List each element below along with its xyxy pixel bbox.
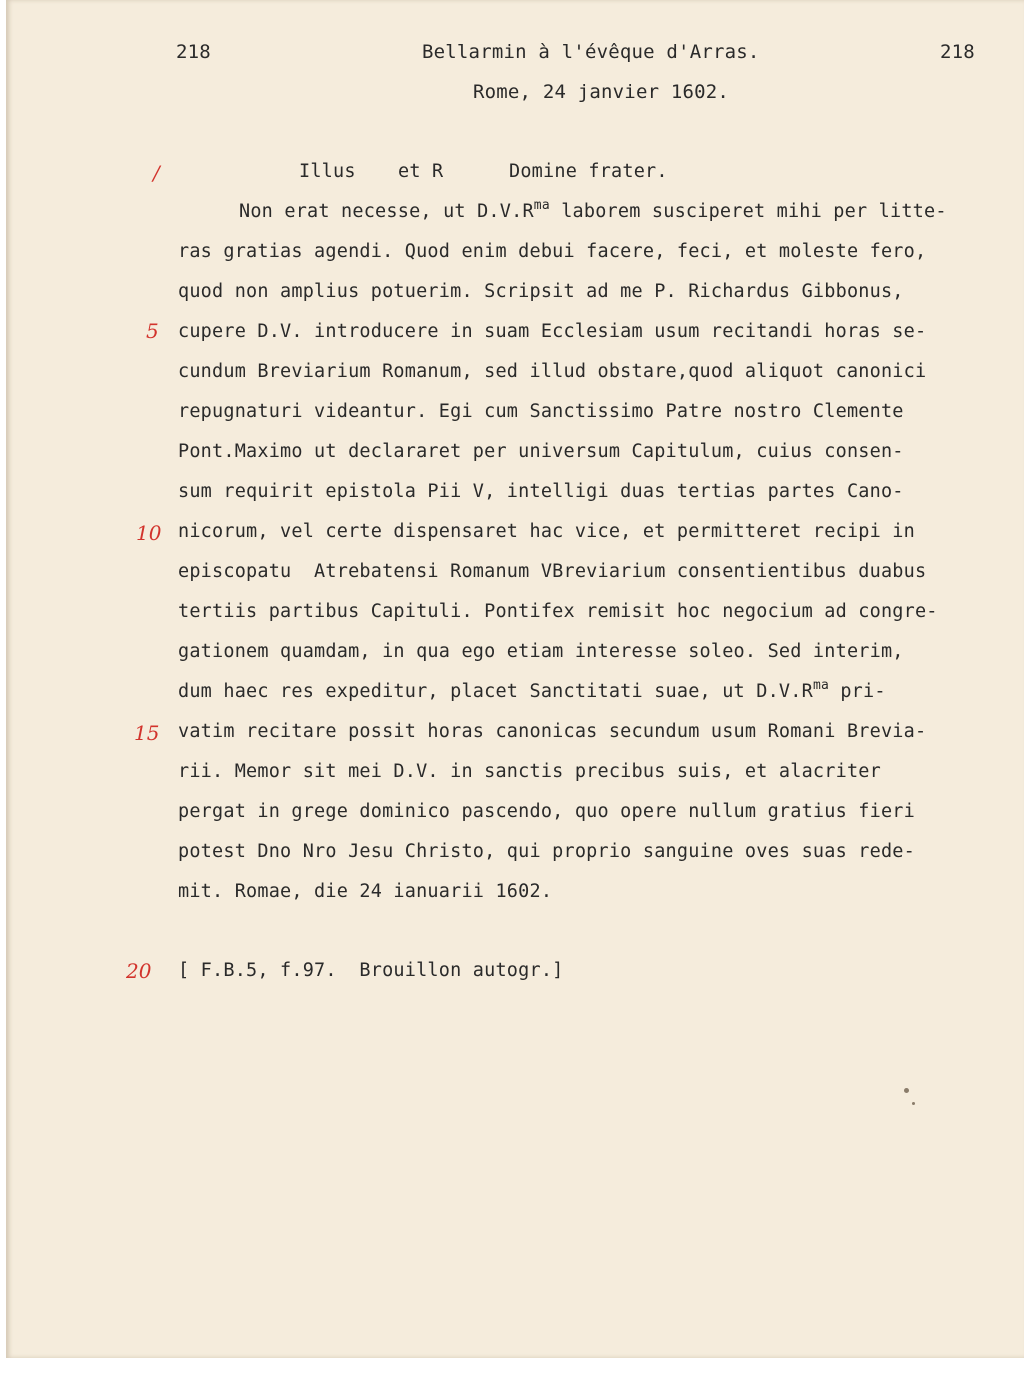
body-line-8: sum requirit epistola Pii V, intelligi duas tertias partes Cano- (178, 481, 904, 502)
margin-number-5: 5 (146, 319, 159, 343)
body-line-18: mit. Romae, die 24 ianuarii 1602. (178, 881, 553, 902)
dateline: Rome, 24 janvier 1602. (473, 81, 730, 103)
body-line-14: vatim recitare possit horas canonicas secundum usum Romani Brevia- (178, 721, 927, 742)
body-line-13: dum haec res expeditur, placet Sanctitati suae, ut $D.V.R^{ma}$ pri- (178, 678, 886, 702)
margin-number-1: / (153, 161, 160, 185)
body-line-10: episcopatu Atrebatensi Romanum VBreviarium consentientibus duabus (178, 561, 927, 582)
body-line-3: quod non amplius potuerim. Scripsit ad me P. Richardus Gibbonus, (178, 281, 904, 302)
body-line-5: cundum Breviarium Romanum, sed illud obstare,quod aliquot canonici (178, 361, 927, 382)
document-page (6, 0, 1024, 1358)
body-line-9: nicorum, vel certe dispensaret hac vice, et permitteret recipi in (178, 521, 915, 542)
paper-speck (912, 1102, 915, 1105)
margin-number-20: 20 (126, 959, 152, 983)
body-line-11: tertiis partibus Capituli. Pontifex remisit hoc negocium ad congre- (178, 601, 938, 622)
body-line-17: potest Dno Nro Jesu Christo, qui proprio sanguine oves suas rede- (178, 841, 915, 862)
body-line-7: Pont.Maximo ut declararet per universum Capitulum, cuius consen- (178, 441, 904, 462)
margin-number-15: 15 (134, 721, 160, 745)
body-line-1: Non erat necesse, ut $D.V.R^{ma}$ laborem susciperet mihi per litte- (239, 198, 947, 222)
paper-speck (904, 1088, 909, 1093)
body-line-12: gationem quamdam, in qua ego etiam interesse soleo. Sed interim, (178, 641, 904, 662)
letter-title: Bellarmin à l'évêque d'Arras. (422, 41, 760, 63)
page-number-right: 218 (940, 41, 975, 63)
body-line-15: rii. Memor sit mei D.V. in sanctis precibus suis, et alacriter (178, 761, 881, 782)
body-line-6: repugnaturi videantur. Egi cum Sanctissimo Patre nostro Clemente (178, 401, 904, 422)
body-line-16: pergat in grege dominico pascendo, quo opere nullum gratius fieri (178, 801, 915, 822)
salutation-domine-frater: Domine frater. (509, 161, 668, 182)
salutation-illus: Illus (299, 161, 356, 182)
body-line-2: ras gratias agendi. Quod enim debui facere, feci, et moleste fero, (178, 241, 927, 262)
salutation-et-r: et R (398, 161, 444, 182)
margin-number-10: 10 (136, 521, 162, 545)
page-number-left: 218 (176, 41, 211, 63)
body-line-4: cupere D.V. introducere in suam Ecclesiam usum recitandi horas se- (178, 321, 927, 342)
source-note: [ F.B.5, f.97. Brouillon autogr.] (178, 960, 564, 981)
